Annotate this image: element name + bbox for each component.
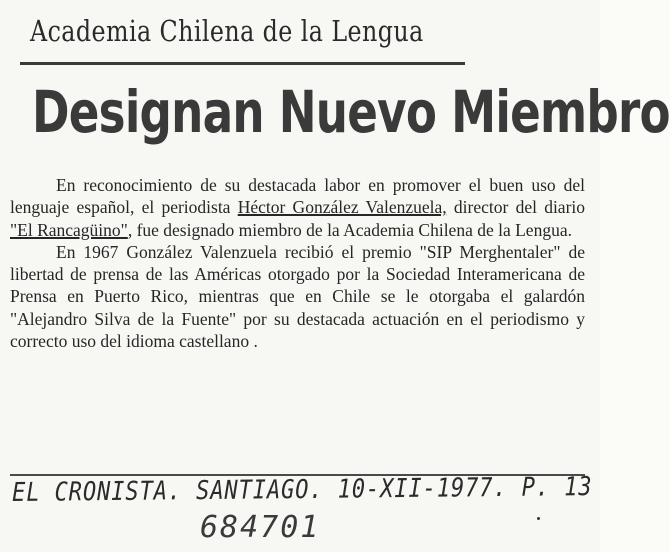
section-kicker: Academia Chilena de la Lengua (30, 14, 424, 48)
person-name: Héctor González Valenzuela, (237, 197, 447, 218)
newspaper-name: "El Rancagüino" (10, 219, 128, 240)
kicker-underline (20, 62, 465, 65)
paragraph-1-text-middle: director del diario (446, 197, 586, 218)
handwritten-catalog-number: 684701 (200, 510, 321, 545)
headline: Designan Nuevo Miembro (32, 78, 670, 146)
article-body (10, 174, 585, 352)
article-paragraph-1 (10, 174, 585, 241)
ink-speck (537, 517, 540, 520)
article-paragraph-2: En 1967 González Valenzuela recibió el premio "SIP Merghentaler" de libertad de prensa de las Américas otorgado por la Sociedad Interamericana de Prensa en Puerto Rico, mientras que en Chile se le otorgaba el galardón "Alejandro Silva de la Fuente" por su destacada actuación en el periodismo y correcto uso del idioma castellano . (10, 241, 585, 352)
paragraph-1-text-end: , fue designado miembro de la Academia Chilena de la Lengua. (127, 219, 572, 240)
handwritten-source-note: EL CRONISTA. SANTIAGO. 10-XII-1977. P. 13 (12, 472, 593, 508)
paragraph-1-text-start: En reconocimiento de su destacada labor en promover el buen uso del lenguaje español, el periodista (10, 175, 585, 218)
